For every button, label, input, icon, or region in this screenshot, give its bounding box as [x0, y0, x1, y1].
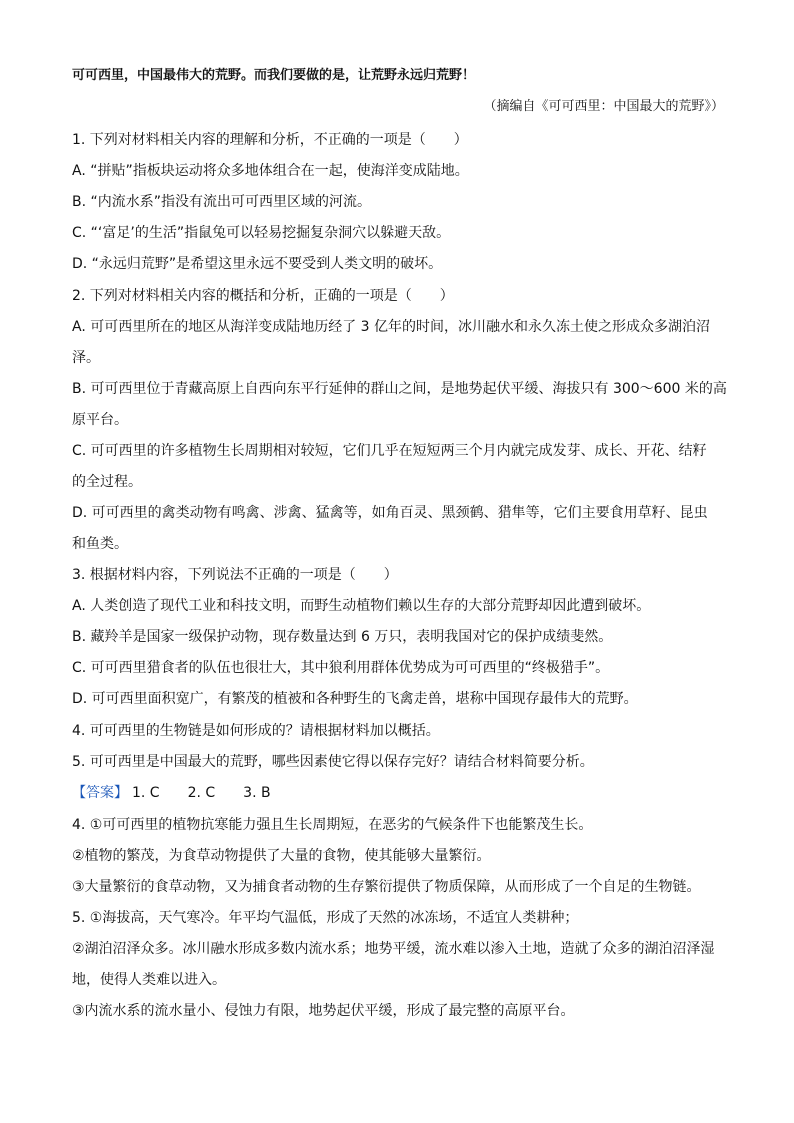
- q1-option-d: D. “永远归荒野”是希望这里永远不要受到人类文明的破坏。: [72, 256, 443, 272]
- q1-option-a: A. “拼贴”指板块运动将众多地体组合在一起，使海洋变成陆地。: [72, 163, 469, 179]
- q1-option-c: C. “‘富足’的生活”指鼠兔可以轻易挖掘复杂洞穴以躲避天敌。: [72, 225, 451, 241]
- answer-4-line2: ②植物的繁茂，为食草动物提供了大量的食物，使其能够大量繁衍。: [72, 848, 491, 864]
- q2-option-a-line2: 泽。: [72, 350, 100, 366]
- q2-option-b-line2: 原平台。: [72, 412, 128, 428]
- answer-choices: [72, 783, 271, 803]
- q2-option-c-line1: C. 可可西里的许多植物生长周期相对较短，它们几乎在短短两三个月内就完成发芽、成长、开花、结籽: [72, 443, 707, 459]
- q3-option-b: B. 藏羚羊是国家一级保护动物，现存数量达到 6 万只，表明我国对它的保护成绩斐然。: [72, 629, 613, 645]
- answer-5-line4: ③内流水系的流水量小、侵蚀力有限，地势起伏平缓，形成了最完整的高原平台。: [72, 1003, 575, 1019]
- answer-4-line3: ③大量繁衍的食草动物，又为捕食者动物的生存繁衍提供了物质保障，从而形成了一个自足的生物链。: [72, 879, 701, 895]
- q2-option-a-line1: A. 可可西里所在的地区从海洋变成陆地历经了 3 亿年的时间，冰川融水和永久冻土使之形成众多湖泊沼: [72, 319, 711, 335]
- q2-option-b-line1: B. 可可西里位于青藏高原上自西向东平行延伸的群山之间，是地势起伏平缓、海拔只有 300～600 米的高: [72, 381, 727, 397]
- answer-mc-values: 1. C 2. C 3. B: [132, 785, 271, 801]
- q1-option-b: B. “内流水系”指没有流出可可西里区域的河流。: [72, 194, 372, 210]
- q2-option-d-line1: D. 可可西里的禽类动物有鸣禽、涉禽、猛禽等，如角百灵、黑颈鹤、猎隼等，它们主要食用草籽、昆虫: [72, 505, 708, 521]
- q4-stem: 4. 可可西里的生物链是如何形成的？请根据材料加以概括。: [72, 723, 440, 739]
- q3-stem: 3. 根据材料内容，下列说法不正确的一项是（ ）: [72, 567, 398, 583]
- q5-stem: 5. 可可西里是中国最大的荒野，哪些因素使它得以保存完好？请结合材料简要分析。: [72, 754, 594, 770]
- answer-4-line1: 4. ①可可西里的植物抗寒能力强且生长周期短，在恶劣的气候条件下也能繁茂生长。: [72, 817, 593, 833]
- q2-stem: 2. 下列对材料相关内容的概括和分析，正确的一项是（ ）: [72, 288, 454, 304]
- answer-5-line1: 5. ①海拔高，天气寒冷。年平均气温低，形成了天然的冰冻场，不适宜人类耕种；: [72, 910, 579, 926]
- intro-source: （摘编自《可可西里：中国最大的荒野》）: [483, 99, 724, 114]
- q2-option-c-line2: 的全过程。: [72, 474, 142, 490]
- answer-tag: 【答案】: [72, 785, 128, 801]
- answer-5-line2: ②湖泊沼泽众多。冰川融水形成多数内流水系；地势平缓，流水难以渗入土地，造就了众多的湖泊沼泽湿: [72, 941, 715, 957]
- q2-option-d-line2: 和鱼类。: [72, 536, 128, 552]
- q3-option-d: D. 可可西里面积宽广，有繁茂的植被和各种野生的飞禽走兽，堪称中国现存最伟大的荒野。: [72, 691, 638, 707]
- q3-option-a: A. 人类创造了现代工业和科技文明，而野生动植物们赖以生存的大部分荒野却因此遭到破坏。: [72, 598, 651, 614]
- q3-option-c: C. 可可西里猎食者的队伍也很壮大，其中狼利用群体优势成为可可西里的“终极猎手”。: [72, 660, 610, 676]
- intro-closing: 可可西里，中国最伟大的荒野。而我们要做的是，让荒野永远归荒野！: [72, 68, 476, 83]
- q1-stem: 1. 下列对材料相关内容的理解和分析，不正确的一项是（ ）: [72, 132, 468, 148]
- answer-5-line3: 地，使得人类难以进入。: [72, 972, 226, 988]
